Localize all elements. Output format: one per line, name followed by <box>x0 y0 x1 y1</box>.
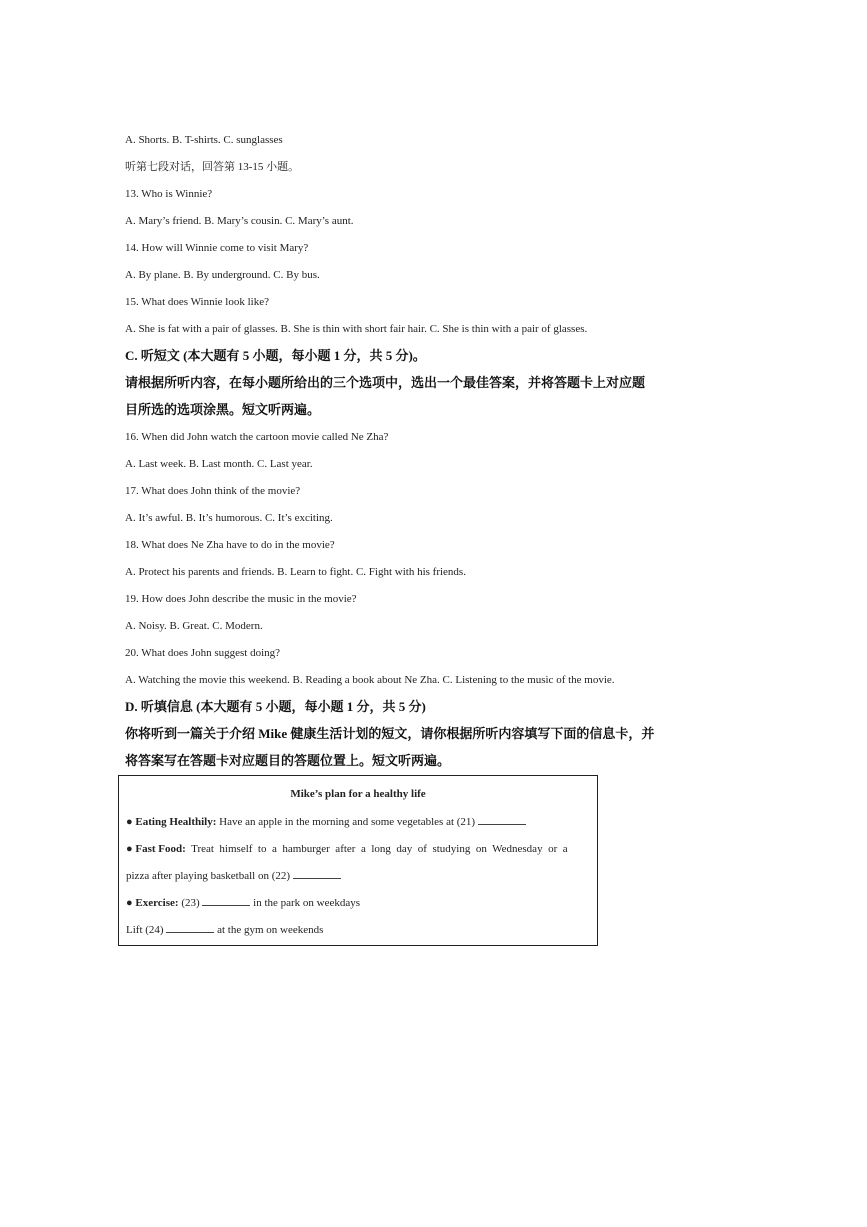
section-d-instruction-line2: 将答案写在答题卡对应题目的答题位置上。短文听两遍。 <box>125 753 451 768</box>
lift-text-2: at the gym on weekends <box>214 924 324 936</box>
blank-21 <box>478 815 526 825</box>
info-card-title: Mike’s plan for a healthy life <box>290 788 426 800</box>
fastfood-row-2 <box>126 869 341 883</box>
answer-options-19: A. Noisy. B. Great. C. Modern. <box>125 620 263 632</box>
answer-options-13: A. Mary’s friend. B. Mary’s cousin. C. Mary’s aunt. <box>125 215 354 227</box>
blank-24 <box>166 923 214 933</box>
exercise-label: ● Exercise: <box>126 897 179 909</box>
question-17: 17. What does John think of the movie? <box>125 485 301 497</box>
dialogue-7-instruction: 听第七段对话，回答第 13-15 小题。 <box>125 161 300 173</box>
question-18: 18. What does Ne Zha have to do in the movie? <box>125 539 335 551</box>
fastfood-text-2: pizza after playing basketball on (22) <box>126 870 293 882</box>
exercise-text-1: (23) <box>178 897 203 909</box>
fastfood-label: ● Fast Food: <box>126 843 186 855</box>
section-d-heading: D. 听填信息 (本大题有 5 小题，每小题 1 分，共 5 分) <box>125 699 426 714</box>
eating-text: Have an apple in the morning and some vegetables at (21) <box>216 816 478 828</box>
exercise-row <box>126 896 360 910</box>
question-16: 16. When did John watch the cartoon movie called Ne Zha? <box>125 431 389 443</box>
question-15: 15. What does Winnie look like? <box>125 296 269 308</box>
lift-row <box>126 923 323 937</box>
question-14: 14. How will Winnie come to visit Mary? <box>125 242 309 254</box>
blank-23 <box>202 896 250 906</box>
fastfood-row <box>126 842 594 856</box>
question-19: 19. How does John describe the music in the movie? <box>125 593 357 605</box>
fastfood-text: Treat himself to a hamburger after a long day of studying on Wednesday or a <box>185 843 568 855</box>
blank-22 <box>293 869 341 879</box>
answer-options-15: A. She is fat with a pair of glasses. B. She is thin with short fair hair. C. She is thin with a pair of glasses. <box>125 323 588 335</box>
section-c-instruction-line2: 目所选的选项涂黑。短文听两遍。 <box>125 402 321 417</box>
answer-options-18: A. Protect his parents and friends. B. Learn to fight. C. Fight with his friends. <box>125 566 466 578</box>
question-13: 13. Who is Winnie? <box>125 188 213 200</box>
info-card <box>118 775 598 946</box>
answer-options-14: A. By plane. B. By underground. C. By bus. <box>125 269 320 281</box>
answer-options-17: A. It’s awful. B. It’s humorous. C. It’s exciting. <box>125 512 333 524</box>
exercise-text-2: in the park on weekdays <box>250 897 361 909</box>
answer-options-12: A. Shorts. B. T-shirts. C. sunglasses <box>125 134 283 146</box>
answer-options-16: A. Last week. B. Last month. C. Last year. <box>125 458 313 470</box>
eating-label: ● Eating Healthily: <box>126 816 217 828</box>
question-20: 20. What does John suggest doing? <box>125 647 281 659</box>
section-c-heading: C. 听短文 (本大题有 5 小题，每小题 1 分，共 5 分)。 <box>125 348 426 363</box>
lift-text-1: Lift (24) <box>126 924 167 936</box>
section-d-instruction-line1: 你将听到一篇关于介绍 Mike 健康生活计划的短文，请你根据所听内容填写下面的信息卡，并 <box>125 726 655 741</box>
eating-row <box>126 815 526 829</box>
section-c-instruction-line1: 请根据所听内容，在每小题所给出的三个选项中，选出一个最佳答案，并将答题卡上对应题 <box>125 375 646 390</box>
answer-options-20: A. Watching the movie this weekend. B. Reading a book about Ne Zha. C. Listening to the music of the movie. <box>125 674 615 686</box>
